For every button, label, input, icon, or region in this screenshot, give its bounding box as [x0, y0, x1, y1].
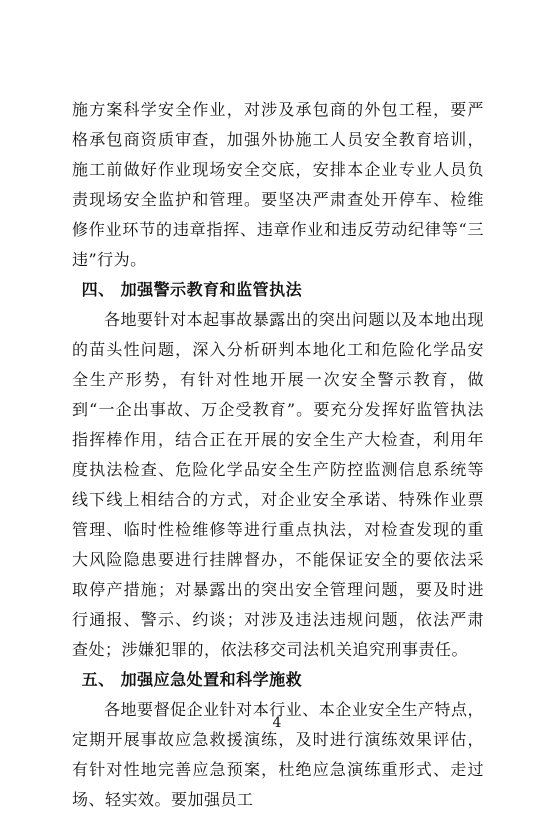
section-heading-5: 五、 加强应急处置和科学施救: [81, 670, 303, 689]
paragraph-emergency-response: 各地要督促企业针对本行业、本企业安全生产特点，定期开展事故应急救援演练，及时进行演练效果评估，有针对性地完善应急预案，杜绝应急演练重形式、走过场、轻实效。要加强员工: [72, 700, 484, 809]
document-body: [72, 95, 484, 815]
section-heading-4: 四、 加强警示教育和监管执法: [81, 280, 303, 299]
paragraph-warning-education: 各地要针对本起事故暴露出的突出问题以及本地出现的苗头性问题，深入分析研判本地化工和危险化学品安全生产形势，有针对性地开展一次安全警示教育，做到“一企出事故、万企受教育”。要充分发挥好监管执法指挥棒作用，结合正在开展的安全生产大检查，利用年度执法检查、危险化学品安全生产防控监测信息系统等线下线上相结合的方式，对企业安全承诺、特殊作业票管理、临时性检维修等进行重点执法，对检查发现的重大风险隐患要进行挂牌督办，不能保证安全的要依法采取停产措施；对暴露出的突出安全管理问题，要及时进行通报、警示、约谈；对涉及违法违规问题，依法严肃查处；涉嫌犯罪的，依法移交司法机关追究刑事责任。: [72, 310, 484, 659]
page-number: 4: [272, 715, 282, 731]
paragraph-continuation: 施方案科学安全作业，对涉及承包商的外包工程，要严格承包商资质审查，加强外协施工人员安全教育培训，施工前做好作业现场安全交底，安排本企业专业人员负责现场安全监护和管理。要坚决严肃查处开停车、检维修作业环节的违章指挥、违章作业和违反劳动纪律等“三违”行为。: [72, 100, 484, 269]
